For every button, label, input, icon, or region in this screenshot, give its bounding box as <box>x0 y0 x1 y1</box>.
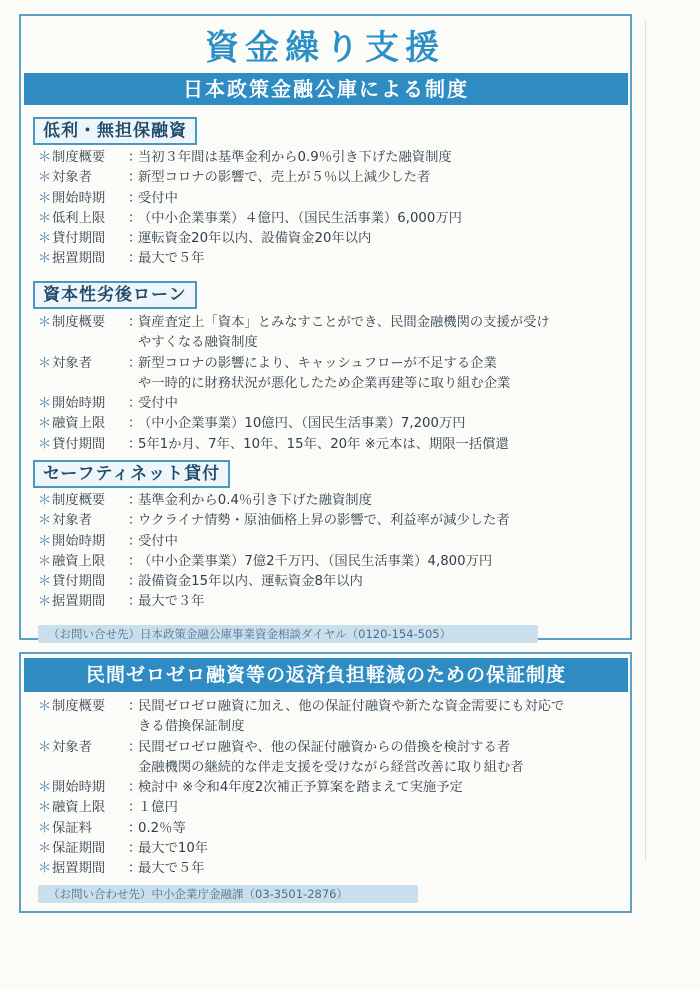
row-value: 新型コロナの影響で、売上が５％以上減少した者 <box>138 170 431 186</box>
row-colon: ： <box>128 170 142 186</box>
row-value: （中小企業事業）10億円、（国民生活事業）7,200万円 <box>138 416 466 432</box>
row-colon: ： <box>128 396 142 412</box>
detail-row <box>38 189 462 209</box>
row-value: 基準金利から0.4％引き下げた融資制度 <box>138 493 372 508</box>
bullet-mark: ＊ <box>38 513 52 529</box>
section-heading-subordinated-loan: 資本性劣後ローン <box>33 281 197 309</box>
row-label: 対象者 <box>52 355 92 371</box>
row-value: （中小企業事業）４億円、（国民生活事業）6,000万円 <box>138 210 462 226</box>
bullet-mark: ＊ <box>38 150 52 165</box>
detail-row <box>38 839 564 859</box>
row-colon: ： <box>128 594 142 610</box>
row-colon: ： <box>128 820 142 836</box>
bullet-mark: ＊ <box>38 699 52 714</box>
detail-row <box>38 819 564 839</box>
row-value: 民間ゼロゼロ融資に加え、他の保証付融資や新たな資金需要にも対応で <box>138 699 565 714</box>
bullet-mark: ＊ <box>38 820 52 836</box>
section-heading-low-interest: 低利・無担保融資 <box>33 117 197 145</box>
row-colon: ： <box>128 251 142 267</box>
section-list-subordinated-loan <box>38 313 550 455</box>
row-colon: ： <box>128 355 142 371</box>
detail-row <box>38 592 510 612</box>
row-label: 制度概要 <box>52 150 106 165</box>
row-colon: ： <box>128 841 142 857</box>
row-colon: ： <box>128 574 142 590</box>
section-heading-safety-net: セーフティネット貸付 <box>33 460 230 488</box>
bullet-mark: ＊ <box>38 315 52 330</box>
bullet-mark: ＊ <box>38 800 52 816</box>
row-value-continued: 金融機関の継続的な伴走支援を受けながら経営改善に取り組む者 <box>138 759 524 775</box>
bullet-mark: ＊ <box>38 416 52 432</box>
detail-row <box>38 798 564 818</box>
bullet-mark: ＊ <box>38 574 52 590</box>
row-label: 開始時期 <box>52 780 106 796</box>
jfc-banner: 日本政策金融公庫による制度 <box>24 73 628 105</box>
row-label: 貸付期間 <box>52 574 106 590</box>
detail-row <box>38 491 510 511</box>
bullet-mark: ＊ <box>38 780 52 796</box>
row-value: 検討中 ※令和4年度2次補正予算案を踏まえて実施予定 <box>138 780 463 796</box>
bullet-mark: ＊ <box>38 231 52 247</box>
row-value-continued: やすくなる融資制度 <box>138 335 258 351</box>
row-label: 対象者 <box>52 739 92 755</box>
page-title: 資金繰り支援 <box>205 28 445 68</box>
row-value: 新型コロナの影響により、キャッシュフローが不足する企業 <box>138 355 497 371</box>
detail-row <box>38 249 462 269</box>
row-value: 最大で５年 <box>138 251 205 267</box>
row-colon: ： <box>128 150 142 165</box>
detail-row <box>38 209 462 229</box>
bullet-mark: ＊ <box>38 210 52 226</box>
row-colon: ： <box>128 800 142 816</box>
detail-row <box>38 354 550 395</box>
detail-row <box>38 572 510 592</box>
row-value-continued: きる借換保証制度 <box>138 719 245 735</box>
bullet-mark: ＊ <box>38 739 52 755</box>
detail-row <box>38 859 564 879</box>
row-value: １億円 <box>138 800 178 816</box>
row-label: 制度概要 <box>52 315 106 330</box>
detail-row <box>38 511 510 531</box>
row-label: 貸付期間 <box>52 436 106 452</box>
row-label: 開始時期 <box>52 533 106 549</box>
row-label: 制度概要 <box>52 493 106 508</box>
bullet-mark: ＊ <box>38 861 52 877</box>
row-value: 受付中 <box>138 190 178 206</box>
bullet-mark: ＊ <box>38 841 52 857</box>
row-colon: ： <box>128 231 142 247</box>
row-value: ウクライナ情勢・原油価格上昇の影響で、利益率が減少した者 <box>138 513 510 529</box>
bullet-mark: ＊ <box>38 396 52 412</box>
bullet-mark: ＊ <box>38 436 52 452</box>
scan-line <box>645 21 646 861</box>
row-colon: ： <box>128 513 142 529</box>
detail-row <box>38 414 550 434</box>
row-value: 最大で５年 <box>138 861 205 877</box>
detail-row <box>38 552 510 572</box>
row-colon: ： <box>128 190 142 206</box>
row-label: 対象者 <box>52 513 92 529</box>
row-label: 据置期間 <box>52 861 106 877</box>
row-colon: ： <box>128 533 142 549</box>
guarantee-contact: （お問い合わせ先）中小企業庁金融課（03-3501-2876） <box>38 885 418 903</box>
row-label: 低利上限 <box>52 210 106 226</box>
row-colon: ： <box>128 436 142 452</box>
row-label: 開始時期 <box>52 190 106 206</box>
bullet-mark: ＊ <box>38 170 52 186</box>
row-label: 融資上限 <box>52 800 106 816</box>
detail-row <box>38 778 564 798</box>
bullet-mark: ＊ <box>38 594 52 610</box>
row-colon: ： <box>128 493 142 508</box>
row-colon: ： <box>128 861 142 877</box>
row-colon: ： <box>128 780 142 796</box>
detail-row <box>38 313 550 354</box>
detail-row <box>38 394 550 414</box>
bullet-mark: ＊ <box>38 355 52 371</box>
bullet-mark: ＊ <box>38 553 52 569</box>
detail-row <box>38 697 564 738</box>
row-value: 受付中 <box>138 396 178 412</box>
row-label: 据置期間 <box>52 251 106 267</box>
row-colon: ： <box>128 315 142 330</box>
section-list-safety-net <box>38 491 510 613</box>
bullet-mark: ＊ <box>38 190 52 206</box>
detail-row <box>38 229 462 249</box>
detail-row <box>38 148 462 168</box>
bullet-mark: ＊ <box>38 533 52 549</box>
row-colon: ： <box>128 739 142 755</box>
row-value: 最大で３年 <box>138 594 205 610</box>
bullet-mark: ＊ <box>38 493 52 508</box>
row-colon: ： <box>128 416 142 432</box>
row-label: 保証期間 <box>52 841 106 857</box>
detail-row <box>38 435 550 455</box>
row-value: 運転資金20年以内、設備資金20年以内 <box>138 231 372 247</box>
row-value: 5年1か月、7年、10年、15年、20年 ※元本は、期限一括償還 <box>138 436 509 452</box>
guarantee-banner: 民間ゼロゼロ融資等の返済負担軽減のための保証制度 <box>24 658 628 692</box>
jfc-contact: （お問い合せ先）日本政策金融公庫事業資金相談ダイヤル（0120-154-505） <box>38 625 538 643</box>
row-colon: ： <box>128 210 142 226</box>
row-value: 民間ゼロゼロ融資や、他の保証付融資からの借換を検討する者 <box>138 739 511 755</box>
guarantee-list <box>38 697 564 880</box>
row-label: 対象者 <box>52 170 92 186</box>
row-value: 受付中 <box>138 533 178 549</box>
row-label: 融資上限 <box>52 553 106 569</box>
detail-row <box>38 738 564 779</box>
row-colon: ： <box>128 699 142 714</box>
row-label: 貸付期間 <box>52 231 106 247</box>
row-label: 据置期間 <box>52 594 106 610</box>
row-label: 融資上限 <box>52 416 106 432</box>
row-value: 当初３年間は基準金利から0.9％引き下げた融資制度 <box>138 150 452 165</box>
detail-row <box>38 532 510 552</box>
row-value: 設備資金15年以内、運転資金8年以内 <box>138 574 363 590</box>
bullet-mark: ＊ <box>38 251 52 267</box>
row-value: （中小企業事業）7億2千万円、（国民生活事業）4,800万円 <box>138 553 493 569</box>
section-list-low-interest <box>38 148 462 270</box>
row-colon: ： <box>128 553 142 569</box>
row-value: 資産査定上「資本」とみなすことができ、民間金融機関の支援が受け <box>138 315 550 330</box>
row-value: 最大で10年 <box>138 841 209 857</box>
row-label: 制度概要 <box>52 699 106 714</box>
row-value: 0.2％等 <box>138 820 186 836</box>
row-value-continued: や一時的に財務状況が悪化したため企業再建等に取り組む企業 <box>138 375 511 391</box>
row-label: 保証料 <box>52 820 92 836</box>
detail-row <box>38 168 462 188</box>
row-label: 開始時期 <box>52 396 106 412</box>
